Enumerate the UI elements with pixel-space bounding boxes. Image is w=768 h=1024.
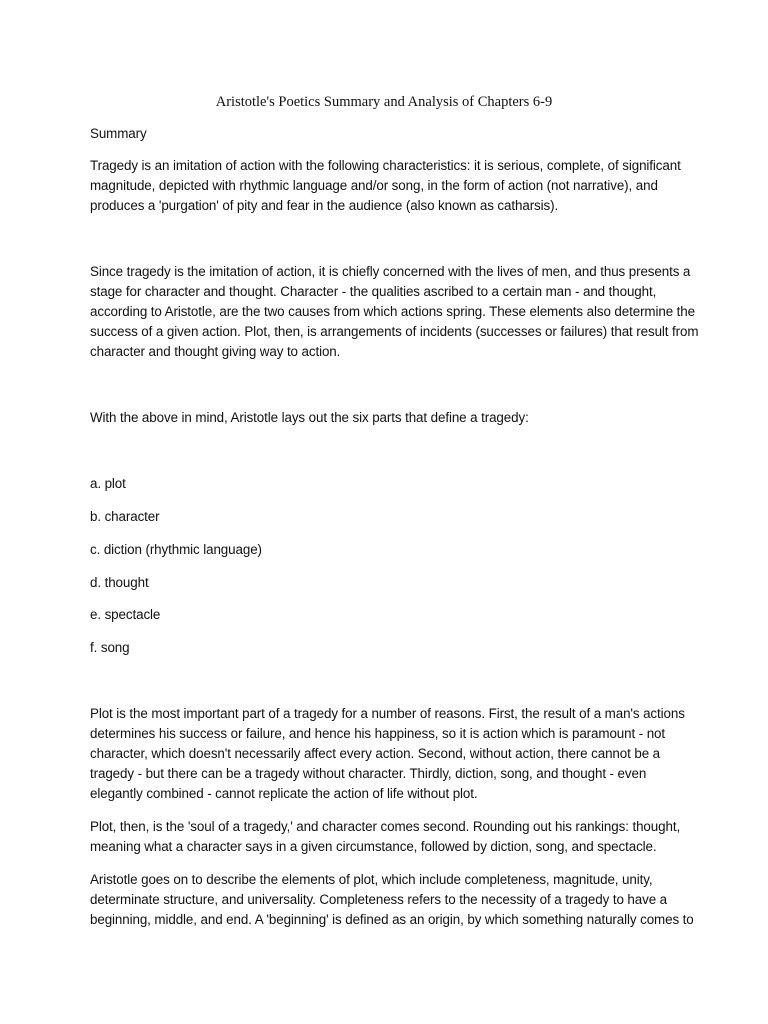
paragraph-line: tragedy - but there can be a tragedy without character. Thirdly, diction, song, and thought - even bbox=[90, 766, 647, 781]
list-item: c. diction (rhythmic language) bbox=[90, 542, 262, 557]
paragraph-line: beginning, middle, and end. A 'beginning' is defined as an origin, by which something naturally comes to bbox=[90, 912, 694, 927]
paragraph-line: character and thought giving way to action. bbox=[90, 344, 341, 359]
paragraph-line: Plot is the most important part of a tragedy for a number of reasons. First, the result of a man's actions bbox=[90, 706, 685, 721]
paragraph-soul-of-tragedy bbox=[90, 817, 690, 857]
paragraph-plot-elements bbox=[90, 870, 694, 930]
paragraph-line: according to Aristotle, are the two causes from which actions spring. These elements also determine the bbox=[90, 304, 695, 319]
paragraph-line: stage for character and thought. Character - the qualities ascribed to a certain man - and thought, bbox=[90, 284, 657, 299]
paragraph-line: Plot, then, is the 'soul of a tragedy,' and character comes second. Rounding out his rankings: thought, bbox=[90, 819, 681, 834]
document-title: Aristotle's Poetics Summary and Analysis of Chapters 6-9 bbox=[215, 94, 553, 110]
paragraph-line: success of a given action. Plot, then, is arrangements of incidents (successes or failures) that result from bbox=[90, 324, 699, 339]
paragraph-line: Since tragedy is the imitation of action, it is chiefly concerned with the lives of men, and thus presents a bbox=[90, 264, 691, 279]
paragraph-imitation-of-action bbox=[90, 262, 699, 362]
paragraph-line: determines his success or failure, and hence his happiness, so it is action which is paramount - not bbox=[90, 726, 666, 741]
paragraph-line: Tragedy is an imitation of action with the following characteristics: it is serious, complete, of significant bbox=[90, 158, 681, 173]
paragraph-six-parts-intro: With the above in mind, Aristotle lays out the six parts that define a tragedy: bbox=[90, 410, 529, 425]
list-item: b. character bbox=[90, 509, 160, 524]
summary-heading: Summary bbox=[90, 126, 147, 141]
paragraph-line: determinate structure, and universality. Completeness refers to the necessity of a tragedy to have a bbox=[90, 892, 668, 907]
paragraph-line: character, which doesn't necessarily affect every action. Second, without action, there cannot be a bbox=[90, 746, 661, 761]
paragraph-line: meaning what a character says in a given circumstance, followed by diction, song, and spectacle. bbox=[90, 839, 657, 854]
list-item: e. spectacle bbox=[90, 607, 161, 622]
paragraph-line: magnitude, depicted with rhythmic language and/or song, in the form of action (not narrative), and bbox=[90, 178, 658, 193]
paragraph-line: Aristotle goes on to describe the elements of plot, which include completeness, magnitude, unity, bbox=[90, 872, 653, 887]
paragraph-plot-importance bbox=[90, 704, 690, 804]
list-item: d. thought bbox=[90, 575, 149, 590]
paragraph-line: produces a 'purgation' of pity and fear in the audience (also known as catharsis). bbox=[90, 198, 559, 213]
list-item: f. song bbox=[90, 640, 130, 655]
paragraph-line: elegantly combined - cannot replicate the action of life without plot. bbox=[90, 786, 478, 801]
list-item: a. plot bbox=[90, 476, 126, 491]
paragraph-tragedy-definition bbox=[90, 156, 690, 216]
